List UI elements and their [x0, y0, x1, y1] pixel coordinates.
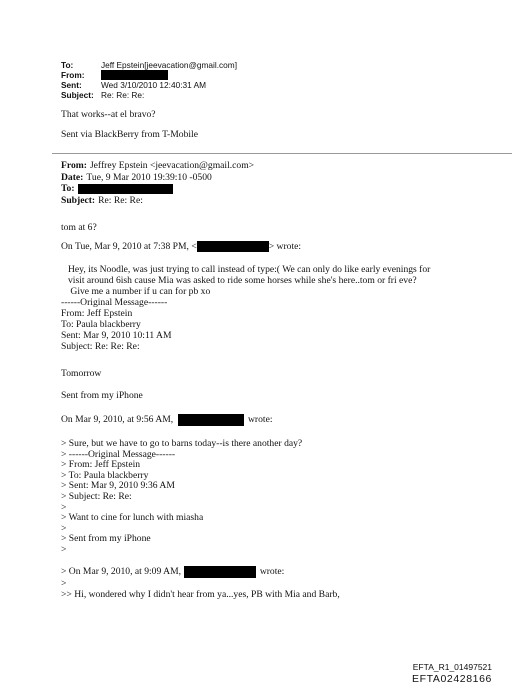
redaction-block — [178, 414, 244, 426]
header-from-row — [61, 70, 237, 80]
message2-from-row — [61, 160, 254, 172]
redaction-block — [78, 184, 173, 194]
quoted-intro-prefix: > On Mar 9, 2010, at 9:09 AM, — [61, 566, 181, 578]
quoted-line: > — [61, 543, 67, 555]
quoted-intro-suffix: wrote: — [259, 566, 285, 578]
message2-body: tom at 6? — [61, 222, 97, 233]
header-sent-value: Wed 3/10/2010 12:40:31 AM — [101, 80, 207, 90]
quoted-line: > Want to cine for lunch with miasha — [61, 512, 204, 524]
header-subject-value: Re: Re: Re: — [101, 90, 145, 100]
intro-prefix: On Mar 9, 2010, at 9:56 AM, — [61, 414, 174, 426]
quoted-line: Hey, its Noodle, was just trying to call instead of type:( We can only do like early evenings for — [68, 264, 431, 275]
original1-intro — [61, 414, 273, 426]
message2-date-label: Date: — [61, 171, 84, 183]
quoted-block — [61, 439, 302, 556]
header-subject-row — [61, 90, 237, 100]
original-line: From: Jeff Epstein — [61, 308, 133, 319]
quoted-line: > — [61, 501, 67, 513]
message2-from-label: From: — [61, 160, 87, 171]
header-to-value: Jeff Epstein[jeevacation@gmail.com] — [101, 60, 238, 70]
header-sent-label: Sent: — [61, 80, 82, 90]
quoted-line: > Sent: Mar 9, 2010 9:36 AM — [61, 480, 175, 492]
redaction-block — [101, 70, 168, 80]
header-subject-label: Subject: — [61, 90, 94, 100]
original-line: To: Paula blackberry — [61, 319, 141, 330]
message2-quote-intro — [61, 241, 301, 252]
quoted-line: > Sure, but we have to go to barns today--is there another day? — [61, 438, 303, 449]
document-reference-1: EFTA_R1_01497521 — [412, 662, 492, 672]
quoted-line: > Sent from my iPhone — [61, 533, 151, 545]
quoted-line: > Subject: Re: Re: — [61, 490, 132, 502]
message2-quoted-text — [68, 264, 430, 297]
original-line: ------Original Message------ — [61, 297, 168, 308]
quoted-line: > To: Paula blackberry — [61, 469, 149, 481]
quoted-intro — [61, 566, 284, 578]
message2-subject-value: Re: Re: Re: — [98, 194, 143, 206]
quoted-after-intro: > — [61, 578, 67, 589]
separator-line — [52, 153, 512, 154]
message2-header — [61, 160, 254, 206]
quoted-line: Give me a number if u can for pb xo — [68, 286, 211, 297]
quoted-line: > From: Jeff Epstein — [61, 459, 141, 471]
header-sent-row — [61, 80, 237, 90]
quoted-line: > ------Original Message------ — [61, 448, 176, 460]
document-reference-2: EFTA02428166 — [412, 673, 492, 685]
quoted-line: visit around 6ish cause Mia was asked to ride some horses while she's here..tom or fri eve? — [68, 275, 417, 286]
message2-date-row — [61, 172, 254, 184]
message2-to-label: To: — [61, 183, 75, 194]
quoted-last-line: >> Hi, wondered why I didn't hear from ya...yes, PB with Mia and Barb, — [61, 589, 340, 600]
message2-subject-row — [61, 195, 254, 207]
original-line: Sent: Mar 9, 2010 10:11 AM — [61, 330, 172, 341]
header-from-label: From: — [61, 70, 85, 80]
quote-intro-prefix: On Tue, Mar 9, 2010 at 7:38 PM, < — [61, 241, 197, 252]
original1-body: Tomorrow — [61, 368, 102, 379]
original-line: Subject: Re: Re: Re: — [61, 341, 140, 352]
reply-body: That works--at el bravo? — [61, 109, 156, 120]
email-header — [61, 60, 237, 100]
quoted-line: > — [61, 522, 67, 534]
message2-to-row — [61, 183, 254, 195]
message2-from-value: Jeffrey Epstein <jeevacation@gmail.com> — [89, 160, 255, 171]
header-to-label: To: — [61, 60, 74, 70]
redaction-block — [184, 566, 256, 578]
original-message-1 — [61, 297, 172, 352]
reply-signature: Sent via BlackBerry from T-Mobile — [61, 129, 198, 140]
message2-date-value: Tue, 9 Mar 2010 19:39:10 -0500 — [86, 171, 212, 183]
header-to-row — [61, 60, 237, 70]
original1-signature: Sent from my iPhone — [61, 390, 143, 401]
intro-suffix: wrote: — [248, 414, 273, 426]
redaction-block — [197, 241, 269, 252]
quote-intro-suffix: > wrote: — [268, 241, 302, 252]
message2-subject-label: Subject: — [61, 194, 96, 206]
